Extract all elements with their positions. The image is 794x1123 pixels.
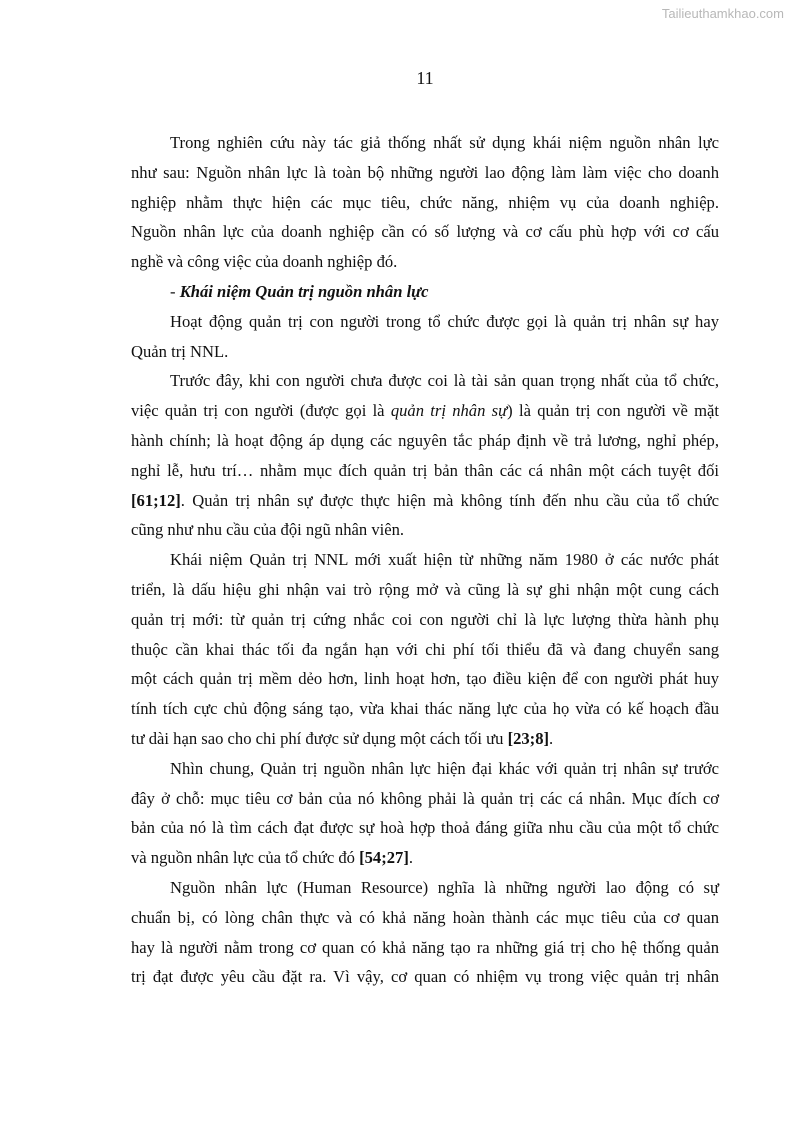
watermark: Tailieuthamkhao.com (661, 6, 784, 21)
citation: [54;27] (359, 848, 409, 868)
text-line: Trước đây, khi con người chưa được coi là tài sản quan trọng nhất của tổ chức, (170, 371, 719, 391)
citation: [23;8] (507, 728, 550, 748)
text-line: trị đạt được yêu cầu đặt ra. Vì vậy, cơ quan có nhiệm vụ trong việc quản trị nhân (131, 967, 719, 987)
text-line: nghỉ lễ, hưu trí… nhằm mục đích quản trị bản thân các cá nhân một cách tuyệt đối (131, 460, 719, 480)
text-line: nghiệp nhằm thực hiện các mục tiêu, chức năng, nhiệm vụ của doanh nghiệp. (131, 192, 719, 212)
text-line: Nhìn chung, Quản trị nguồn nhân lực hiện đại khác với quản trị nhân sự trước (170, 758, 719, 778)
text-line: như sau: Nguồn nhân lực là toàn bộ những người lao động làm làm việc cho doanh (131, 162, 719, 182)
text-line: việc quản trị con người (được gọi là quản trị nhân sự) là quản trị con người về mặt (131, 401, 719, 421)
text-line: [61;12]. Quản trị nhân sự được thực hiện mà không tính đến nhu cầu của tổ chức (131, 490, 719, 510)
text-line: Trong nghiên cứu này tác giả thống nhất sử dụng khái niệm nguồn nhân lực (170, 133, 719, 152)
text-line: tư dài hạn sao cho chi phí được sử dụng một cách tối ưu [23;8]. (131, 728, 554, 748)
text-line: tính tích cực chủ động sáng tạo, vừa khai thác năng lực của họ vừa có kế hoạch đầu (131, 699, 719, 719)
text-line: triển, là dấu hiệu ghi nhận vai trò rộng mở và cũng là sự ghi nhận một cung cách (131, 579, 719, 599)
text-line: hành chính; là hoạt động áp dụng các nguyên tắc pháp định về trả lương, nghỉ phép, (131, 430, 719, 450)
text-line: Quản trị NNL. (131, 341, 229, 361)
text-line: quản trị mới: từ quản trị cứng nhắc coi con người chỉ là lực lượng thừa hành phụ (131, 609, 719, 629)
text-line: Nguồn nhân lực (Human Resource) nghĩa là những người lao động có sự (170, 877, 719, 897)
text-line: cũng như nhu cầu của đội ngũ nhân viên. (131, 520, 405, 540)
text-line: Hoạt động quản trị con người trong tổ chức được gọi là quản trị nhân sự hay (170, 311, 719, 331)
document-body (131, 128, 719, 992)
text-line: Nguồn nhân lực của doanh nghiệp cần có số lượng và cơ cấu phù hợp với cơ cấu (131, 222, 719, 242)
citation: [61;12] (131, 490, 181, 510)
text-line: và nguồn nhân lực của tổ chức đó [54;27]. (131, 848, 414, 868)
text-line: thuộc cần khai thác tối đa ngắn hạn với chi phí tối thiểu đã và đang chuyển sang (131, 639, 719, 659)
text-line: bản của nó là tìm cách đạt được sự hoà hợp thoả đáng giữa nhu cầu của một tổ chức (131, 818, 719, 838)
text-line: một cách quản trị mềm dẻo hơn, linh hoạt hơn, tạo điều kiện để con người phát huy (131, 669, 719, 689)
text-line: nghề và công việc của doanh nghiệp đó. (131, 252, 398, 272)
text-line: đây ở chỗ: mục tiêu cơ bản của nó không phải là quản trị các cá nhân. Mục đích cơ (131, 788, 719, 808)
text-line: chuẩn bị, có lòng chân thực và có khả năng hoàn thành các mục tiêu của cơ quan (131, 907, 719, 927)
text-line: Khái niệm Quản trị NNL mới xuất hiện từ những năm 1980 ở các nước phát (170, 550, 719, 570)
section-heading: - Khái niệm Quản trị nguồn nhân lực (170, 281, 429, 301)
page-number: 11 (416, 68, 434, 88)
text-line: hay là người nằm trong cơ quan có khả năng tạo ra những giá trị cho hệ thống quản (131, 937, 719, 957)
